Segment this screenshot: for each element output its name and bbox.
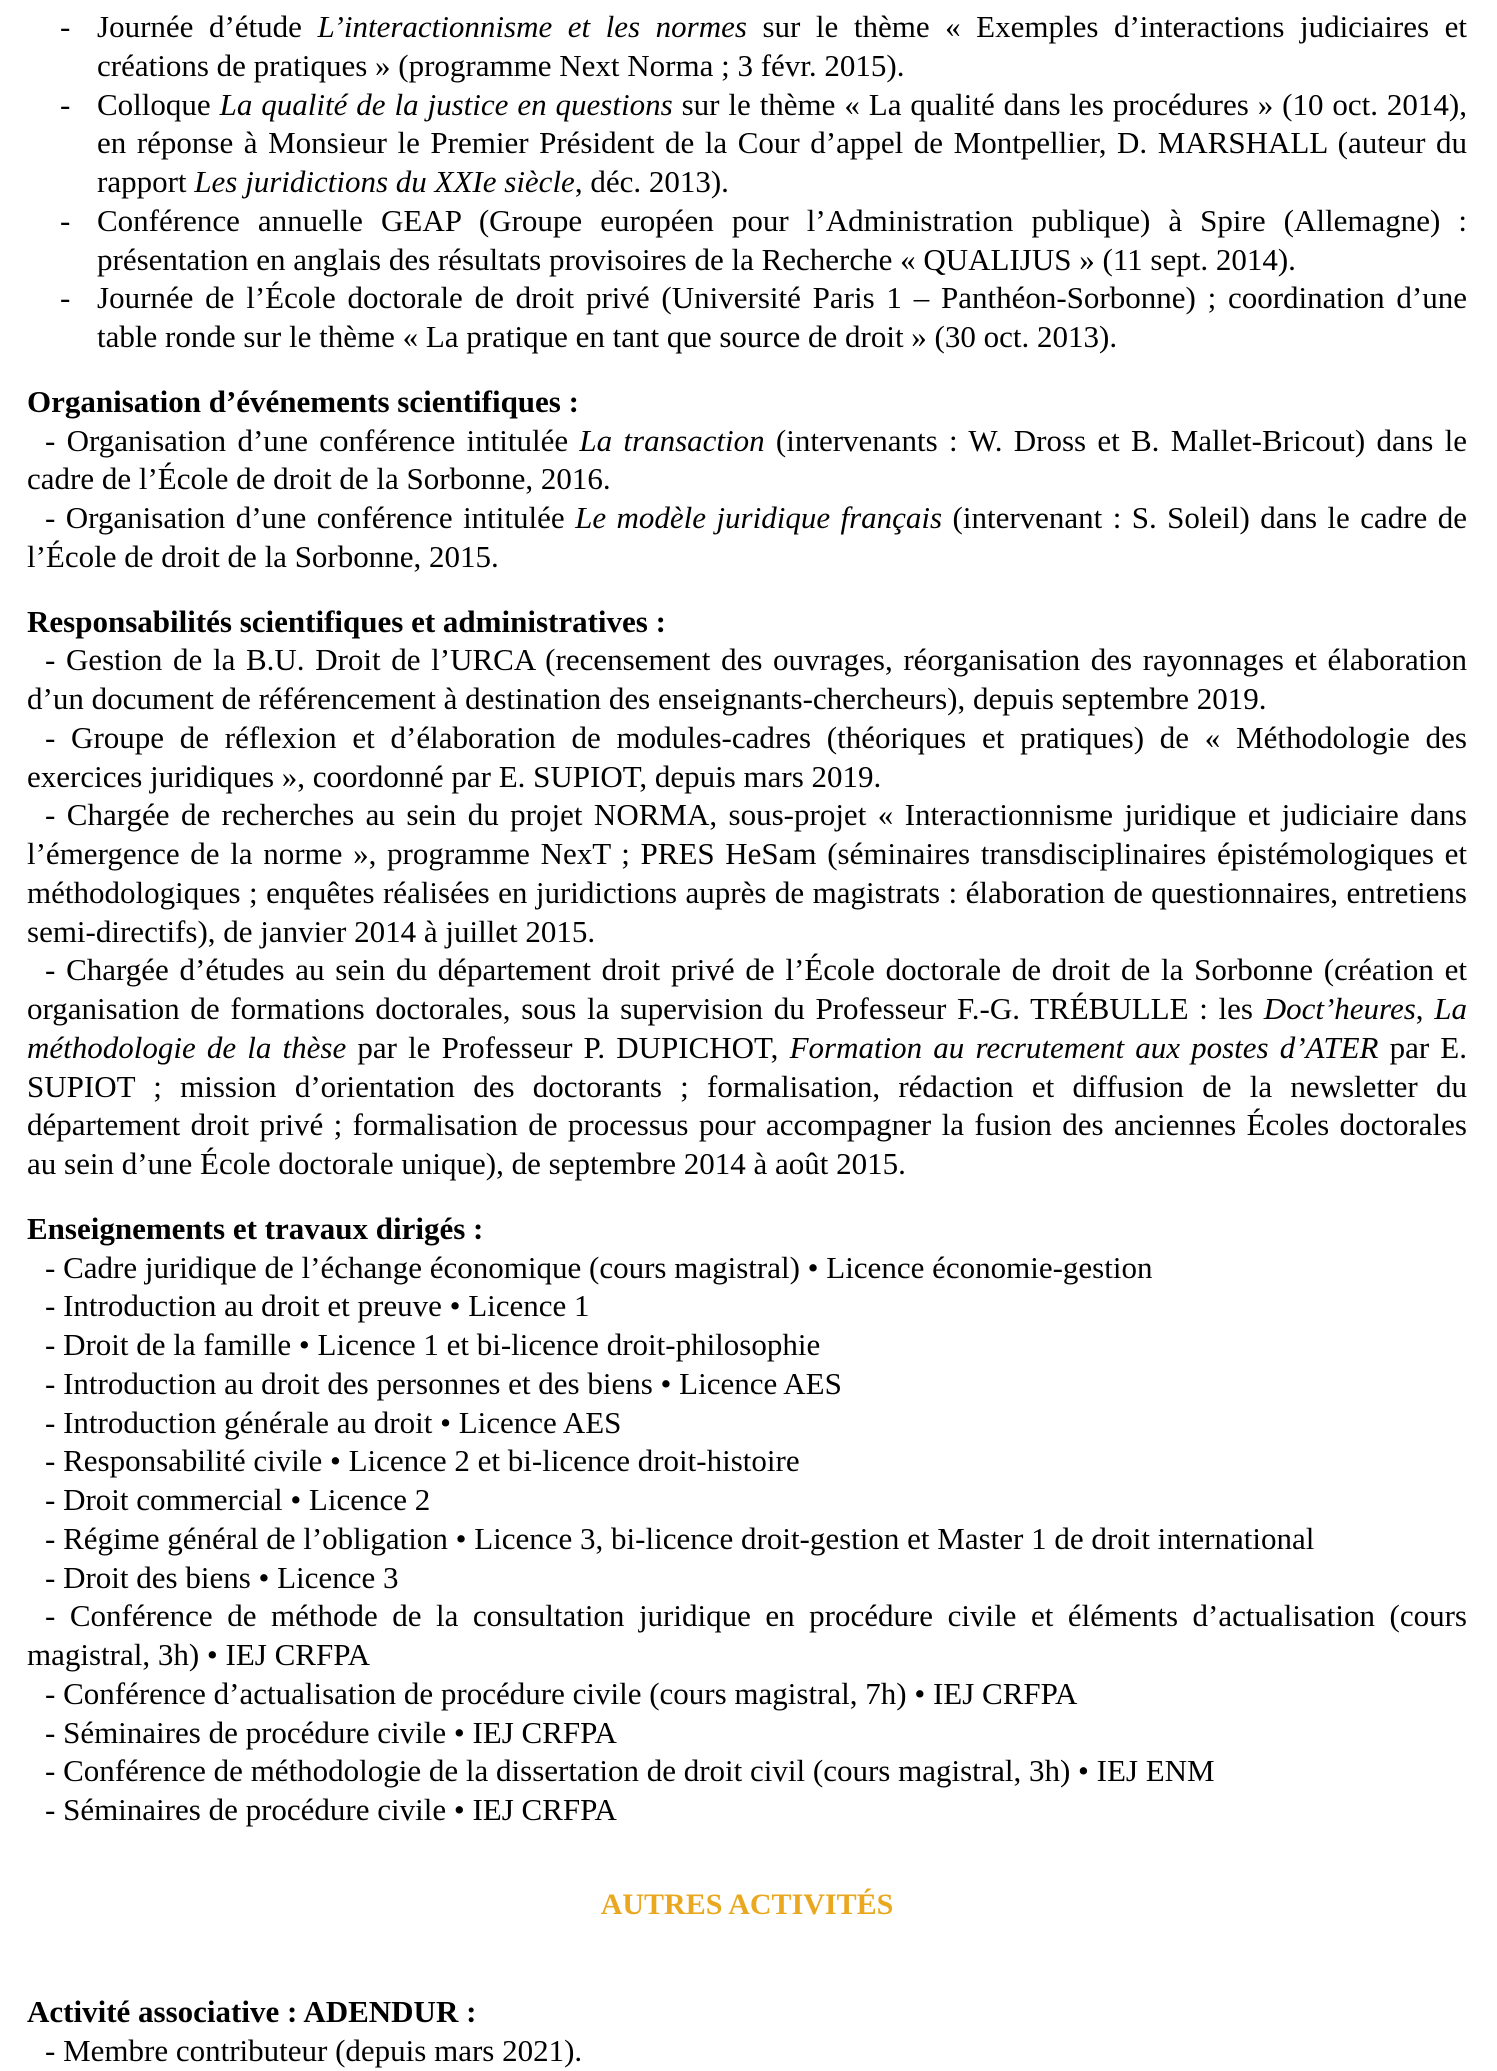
course-item: - Droit des biens • Licence 3: [45, 1559, 399, 1595]
section-organisation: [27, 383, 1467, 577]
section-heading: Responsabilités scientifiques et administratives :: [27, 603, 666, 639]
paragraph: - Organisation d’une conférence intitulée Le modèle juridique français (intervenant : S. Soleil) dans le cadre de l’École de droit de la Sorbonne, 2015.: [27, 500, 1467, 574]
course-item: - Séminaires de procédure civile • IEJ CRFPA: [45, 1792, 617, 1827]
autres-activites-heading: AUTRES ACTIVITÉS: [600, 1887, 894, 1921]
list-bullet: -: [60, 86, 71, 122]
section-association: [27, 1993, 1467, 2071]
course-item: - Cadre juridique de l’échange économique (cours magistral) • Licence économie-gestion: [45, 1249, 1153, 1285]
paragraph: - Membre contributeur (depuis mars 2021).: [45, 2033, 583, 2068]
course-item: - Conférence de méthode de la consultation juridique en procédure civile et éléments d’actualisation (cours magistral, 3h) • IEJ CRFPA: [27, 1598, 1467, 1672]
list-item-text: Journée d’étude L’interactionnisme et les normes sur le thème « Exemples d’interactions judiciaires et créations de pratiques » (programme Next Norma ; 3 févr. 2015).: [97, 9, 1467, 83]
paragraph: - Gestion de la B.U. Droit de l’URCA (recensement des ouvrages, réorganisation des rayonnages et élaboration d’un document de référencement à destination des enseignants-chercheurs), depuis septembre 2019.: [27, 642, 1467, 716]
list-bullet: -: [60, 9, 71, 44]
list-item-text: Journée de l’École doctorale de droit privé (Université Paris 1 – Panthéon-Sorbonne) ; coordination d’une table ronde sur le thème « La pratique en tant que source de droit » (30 oct. 2013).: [97, 280, 1467, 354]
list-bullet: -: [60, 280, 71, 316]
section-heading: Activité associative : ADENDUR :: [27, 1994, 477, 2030]
list-item: [27, 202, 1467, 280]
course-item: - Responsabilité civile • Licence 2 et bi-licence droit-histoire: [45, 1443, 800, 1479]
list-item: [27, 8, 1467, 86]
section-heading: Enseignements et travaux dirigés :: [27, 1210, 484, 1246]
list-item: [27, 86, 1467, 202]
course-item: - Conférence de méthodologie de la dissertation de droit civil (cours magistral, 3h) • IEJ ENM: [45, 1753, 1215, 1789]
list-item-text: Colloque La qualité de la justice en questions sur le thème « La qualité dans les procédures » (10 oct. 2014), en réponse à Monsieur le Premier Président de la Cour d’appel de Montpellier, D. MARSHALL (auteur du rapport Les juridictions du XXIe siècle, déc. 2013).: [97, 86, 1467, 199]
list-bullet: -: [60, 202, 71, 238]
course-item: - Séminaires de procédure civile • IEJ CRFPA: [45, 1714, 617, 1750]
paragraph: - Groupe de réflexion et d’élaboration de modules-cadres (théoriques et pratiques) de « Méthodologie des exercices juridiques », coordonné par E. SUPIOT, depuis mars 2019.: [27, 719, 1467, 794]
course-item: - Introduction au droit des personnes et des biens • Licence AES: [45, 1365, 842, 1401]
events-bullet-list: [27, 8, 1467, 357]
course-item: - Droit commercial • Licence 2: [45, 1482, 431, 1517]
course-item: - Régime général de l’obligation • Licence 3, bi-licence droit-gestion et Master 1 de droit international: [45, 1520, 1315, 1556]
list-item-text: Conférence annuelle GEAP (Groupe européen pour l’Administration publique) à Spire (Allemagne) : présentation en anglais des résultats provisoires de la Recherche « QUALIJUS » (11 sept. 2014).: [97, 202, 1467, 277]
paragraph: - Chargée d’études au sein du département droit privé de l’École doctorale de droit de la Sorbonne (création et organisation de formations doctorales, sous la supervision du Professeur F.-G. TRÉBULLE : les Doct’heures, La méthodologie de la thèse par le Professeur P. DUPICHOT, Formation au recrutement aux postes d’ATER par E. SUPIOT ; mission d’orientation des doctorants ; formalisation, rédaction et diffusion de la newsletter du département droit privé ; formalisation de processus pour accompagner la fusion des anciennes Écoles doctorales au sein d’une École doctorale unique), de septembre 2014 à août 2015.: [27, 952, 1467, 1181]
section-heading: Organisation d’événements scientifiques :: [27, 383, 579, 419]
section-responsabilites: [27, 603, 1467, 1184]
paragraph: - Organisation d’une conférence intitulée La transaction (intervenants : W. Dross et B. Mallet-Bricout) dans le cadre de l’École de droit de la Sorbonne, 2016.: [27, 422, 1467, 497]
section-enseignements: [27, 1210, 1467, 1830]
list-item: [27, 279, 1467, 357]
course-item: - Droit de la famille • Licence 1 et bi-licence droit-philosophie: [45, 1327, 821, 1362]
course-item: - Introduction générale au droit • Licence AES: [45, 1404, 622, 1440]
paragraph: - Chargée de recherches au sein du projet NORMA, sous-projet « Interactionnisme juridique et judiciaire dans l’émergence de la norme », programme NexT ; PRES HeSam (séminaires transdisciplinaires épistémologiques et méthodologiques ; enquêtes réalisées en juridictions auprès de magistrats : élaboration de questionnaires, entretiens semi-directifs), de janvier 2014 à juillet 2015.: [27, 797, 1467, 949]
course-item: - Conférence d’actualisation de procédure civile (cours magistral, 7h) • IEJ CRFPA: [45, 1675, 1078, 1711]
course-item: - Introduction au droit et preuve • Licence 1: [45, 1288, 590, 1324]
